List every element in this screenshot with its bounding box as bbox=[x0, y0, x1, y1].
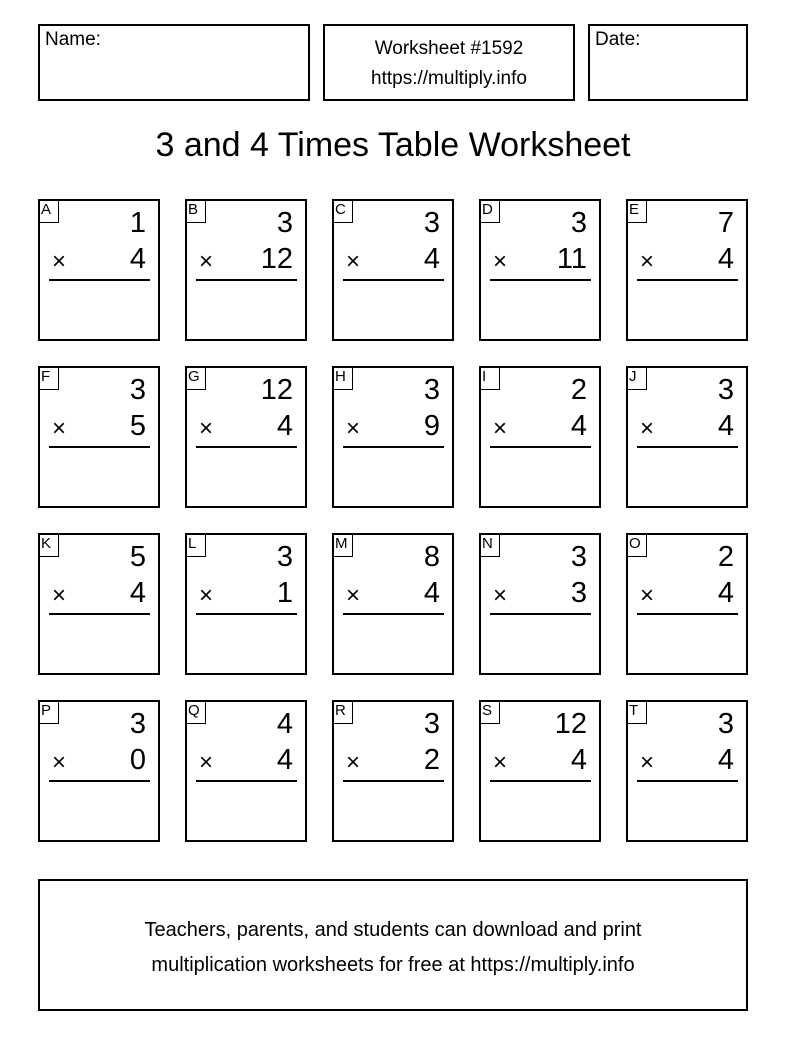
problem-bottom-number: 4 bbox=[570, 744, 587, 776]
problem-bottom-number: 5 bbox=[129, 410, 146, 442]
multiply-sign: × bbox=[640, 415, 655, 442]
multiply-sign: × bbox=[199, 582, 214, 609]
answer-line bbox=[490, 279, 591, 281]
problem-bottom-number: 3 bbox=[570, 577, 587, 609]
answer-line bbox=[637, 279, 738, 281]
multiply-sign: × bbox=[52, 582, 67, 609]
answer-line bbox=[490, 780, 591, 782]
worksheet-info-box bbox=[323, 24, 575, 101]
answer-line bbox=[196, 780, 297, 782]
multiply-sign: × bbox=[493, 582, 508, 609]
problem-bottom-number: 1 bbox=[276, 577, 293, 609]
problem-top-number: 12 bbox=[554, 708, 587, 740]
problem-letter: O bbox=[626, 533, 647, 557]
problem-bottom-number: 12 bbox=[260, 243, 293, 275]
problem-bottom-number: 11 bbox=[556, 243, 587, 275]
problem-bottom-number: 4 bbox=[423, 243, 440, 275]
problem-top-number: 4 bbox=[276, 708, 293, 740]
problem-top-number: 3 bbox=[423, 708, 440, 740]
multiply-sign: × bbox=[346, 248, 361, 275]
multiply-sign: × bbox=[199, 749, 214, 776]
problem-letter: M bbox=[332, 533, 353, 557]
problem-bottom-number: 4 bbox=[717, 577, 734, 609]
answer-line bbox=[490, 613, 591, 615]
problem-letter: H bbox=[332, 366, 353, 390]
problem-letter: P bbox=[38, 700, 59, 724]
problem-bottom-number: 4 bbox=[570, 410, 587, 442]
date-label: Date: bbox=[595, 29, 641, 50]
multiply-sign: × bbox=[346, 415, 361, 442]
problem-card bbox=[479, 366, 601, 508]
problem-bottom-number: 4 bbox=[276, 410, 293, 442]
problem-card bbox=[332, 366, 454, 508]
worksheet-url: https://multiply.info bbox=[371, 68, 527, 89]
problem-card bbox=[332, 533, 454, 675]
problem-card bbox=[479, 199, 601, 341]
problem-top-number: 3 bbox=[129, 374, 146, 406]
problem-letter: B bbox=[185, 199, 206, 223]
answer-line bbox=[343, 279, 444, 281]
multiply-sign: × bbox=[640, 248, 655, 275]
problem-card bbox=[185, 199, 307, 341]
problem-top-number: 3 bbox=[276, 207, 293, 239]
answer-line bbox=[343, 446, 444, 448]
problem-top-number: 2 bbox=[717, 541, 734, 573]
problem-card bbox=[626, 199, 748, 341]
problem-bottom-number: 4 bbox=[717, 410, 734, 442]
problem-bottom-number: 4 bbox=[129, 577, 146, 609]
problem-top-number: 3 bbox=[129, 708, 146, 740]
problem-card bbox=[332, 700, 454, 842]
problem-top-number: 7 bbox=[717, 207, 734, 239]
answer-line bbox=[637, 613, 738, 615]
problem-letter: D bbox=[479, 199, 500, 223]
problem-top-number: 3 bbox=[570, 541, 587, 573]
multiply-sign: × bbox=[493, 749, 508, 776]
problem-card bbox=[38, 533, 160, 675]
problem-letter: E bbox=[626, 199, 647, 223]
problem-card bbox=[479, 533, 601, 675]
problem-top-number: 3 bbox=[423, 374, 440, 406]
answer-line bbox=[196, 446, 297, 448]
worksheet-number: Worksheet #1592 bbox=[374, 38, 524, 59]
multiply-sign: × bbox=[493, 248, 508, 275]
multiply-sign: × bbox=[52, 749, 67, 776]
footer-line-2: multiplication worksheets for free at https://multiply.info bbox=[151, 954, 635, 976]
answer-line bbox=[49, 279, 150, 281]
answer-line bbox=[49, 780, 150, 782]
problem-letter: I bbox=[479, 366, 500, 390]
problem-letter: T bbox=[626, 700, 647, 724]
problem-top-number: 2 bbox=[570, 374, 587, 406]
multiply-sign: × bbox=[640, 582, 655, 609]
problem-top-number: 1 bbox=[129, 207, 146, 239]
problem-letter: N bbox=[479, 533, 500, 557]
problem-top-number: 3 bbox=[276, 541, 293, 573]
name-box bbox=[38, 24, 310, 101]
problem-letter: K bbox=[38, 533, 59, 557]
problem-card bbox=[479, 700, 601, 842]
multiply-sign: × bbox=[52, 248, 67, 275]
answer-line bbox=[343, 613, 444, 615]
problem-card bbox=[626, 366, 748, 508]
answer-line bbox=[490, 446, 591, 448]
problem-letter: L bbox=[185, 533, 206, 557]
footer-box bbox=[38, 879, 748, 1011]
problem-letter: C bbox=[332, 199, 353, 223]
problem-bottom-number: 4 bbox=[717, 243, 734, 275]
answer-line bbox=[637, 780, 738, 782]
multiply-sign: × bbox=[346, 749, 361, 776]
answer-line bbox=[49, 613, 150, 615]
problem-top-number: 5 bbox=[129, 541, 146, 573]
multiply-sign: × bbox=[52, 415, 67, 442]
problem-top-number: 12 bbox=[260, 374, 293, 406]
problem-card bbox=[38, 366, 160, 508]
multiply-sign: × bbox=[346, 582, 361, 609]
problem-top-number: 3 bbox=[423, 207, 440, 239]
problem-letter: Q bbox=[185, 700, 206, 724]
problem-bottom-number: 0 bbox=[129, 744, 146, 776]
problem-bottom-number: 4 bbox=[276, 744, 293, 776]
problem-card bbox=[332, 199, 454, 341]
problem-card bbox=[185, 366, 307, 508]
problem-bottom-number: 4 bbox=[717, 744, 734, 776]
problem-card bbox=[185, 700, 307, 842]
problem-card bbox=[626, 533, 748, 675]
answer-line bbox=[343, 780, 444, 782]
problem-letter: R bbox=[332, 700, 353, 724]
date-box bbox=[588, 24, 748, 101]
problem-bottom-number: 4 bbox=[129, 243, 146, 275]
problem-letter: J bbox=[626, 366, 647, 390]
multiply-sign: × bbox=[199, 415, 214, 442]
problem-top-number: 3 bbox=[717, 708, 734, 740]
problem-bottom-number: 9 bbox=[423, 410, 440, 442]
answer-line bbox=[196, 279, 297, 281]
problem-card bbox=[185, 533, 307, 675]
answer-line bbox=[196, 613, 297, 615]
problem-top-number: 8 bbox=[423, 541, 440, 573]
name-label: Name: bbox=[45, 29, 101, 50]
problem-card bbox=[626, 700, 748, 842]
problem-top-number: 3 bbox=[717, 374, 734, 406]
problem-bottom-number: 4 bbox=[423, 577, 440, 609]
problem-card bbox=[38, 700, 160, 842]
multiply-sign: × bbox=[640, 749, 655, 776]
multiply-sign: × bbox=[493, 415, 508, 442]
worksheet-title: 3 and 4 Times Table Worksheet bbox=[155, 126, 631, 164]
problem-card bbox=[38, 199, 160, 341]
problem-top-number: 3 bbox=[570, 207, 587, 239]
footer-line-1: Teachers, parents, and students can download and print bbox=[144, 919, 642, 941]
problem-letter: A bbox=[38, 199, 59, 223]
problem-letter: F bbox=[38, 366, 59, 390]
problem-letter: S bbox=[479, 700, 500, 724]
problem-bottom-number: 2 bbox=[423, 744, 440, 776]
answer-line bbox=[49, 446, 150, 448]
answer-line bbox=[637, 446, 738, 448]
problem-letter: G bbox=[185, 366, 206, 390]
multiply-sign: × bbox=[199, 248, 214, 275]
